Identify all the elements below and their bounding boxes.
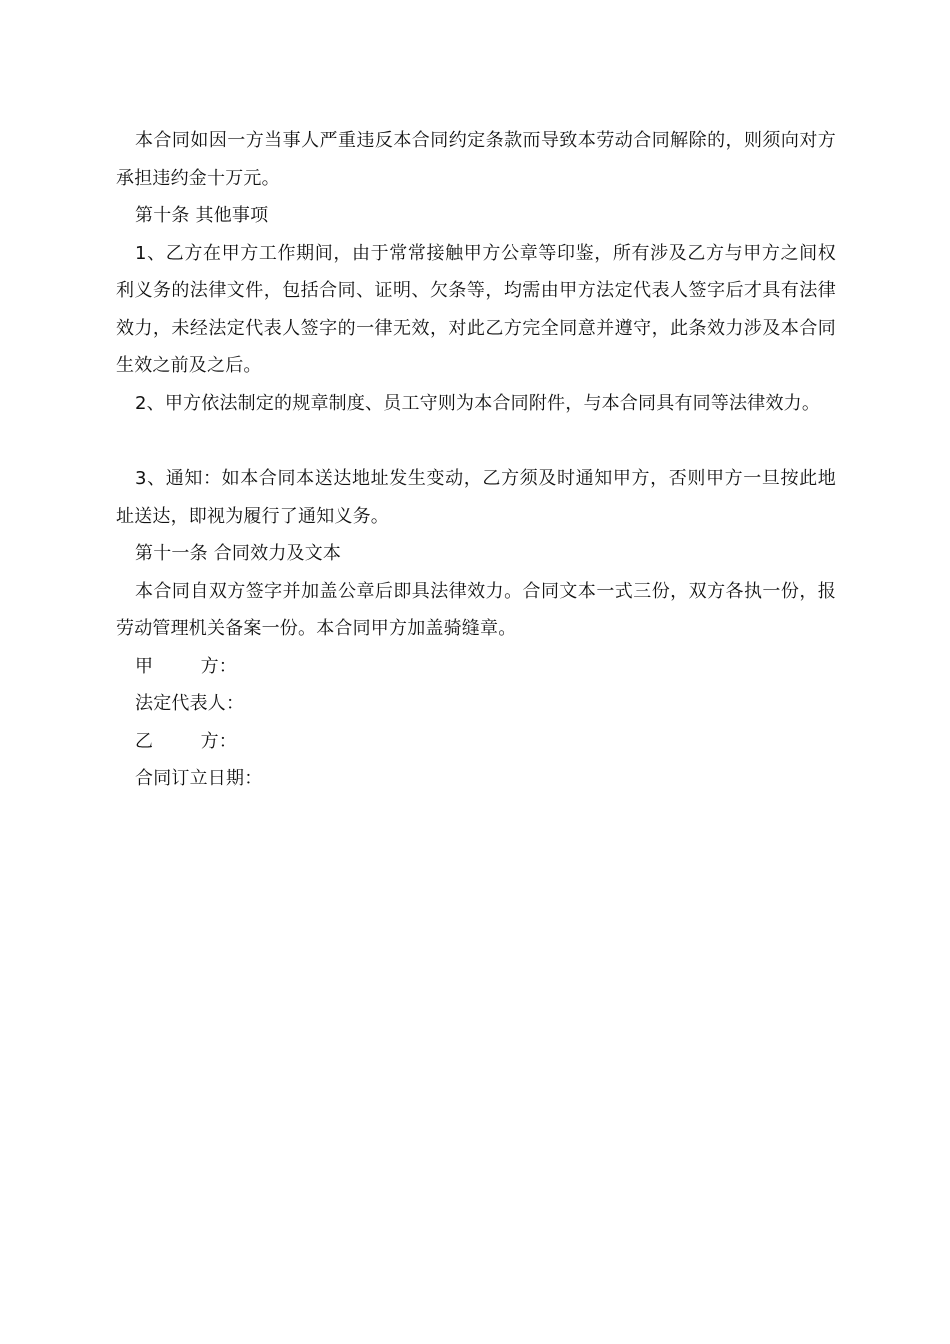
breach-penalty-paragraph: 本合同如因一方当事人严重违反本合同约定条款而导致本劳动合同解除的，则须向对方承担违约金十万元。 [116,130,836,189]
party-b-signature-line: 乙 方： [135,730,237,752]
legal-representative-signature-line: 法定代表人： [135,693,245,714]
article-10-item-3: 3、通知：如本合同本送达地址发生变动，乙方须及时通知甲方，否则甲方一旦按此地址送达，即视为履行了通知义务。 [116,468,836,527]
contract-date-line: 合同订立日期： [135,768,263,789]
article-10-title: 第十条 其他事项 [135,205,269,226]
contract-body [116,122,836,798]
article-11-body: 本合同自双方签字并加盖公章后即具法律效力。合同文本一式三份，双方各执一份，报劳动管理机关备案一份。本合同甲方加盖骑缝章。 [116,580,836,639]
article-10-item-1: 1、乙方在甲方工作期间，由于常常接触甲方公章等印鉴，所有涉及乙方与甲方之间权利义务的法律文件，包括合同、证明、欠条等，均需由甲方法定代表人签字后才具有法律效力，未经法定代表人签字的一律无效，对此乙方完全同意并遵守，此条效力涉及本合同生效之前及之后。 [116,242,836,376]
paragraph-spacer [116,422,836,460]
article-11-title: 第十一条 合同效力及文本 [135,543,342,564]
party-a-signature-line: 甲 方： [135,655,237,677]
article-10-item-2: 2、甲方依法制定的规章制度、员工守则为本合同附件，与本合同具有同等法律效力。 [135,392,821,414]
